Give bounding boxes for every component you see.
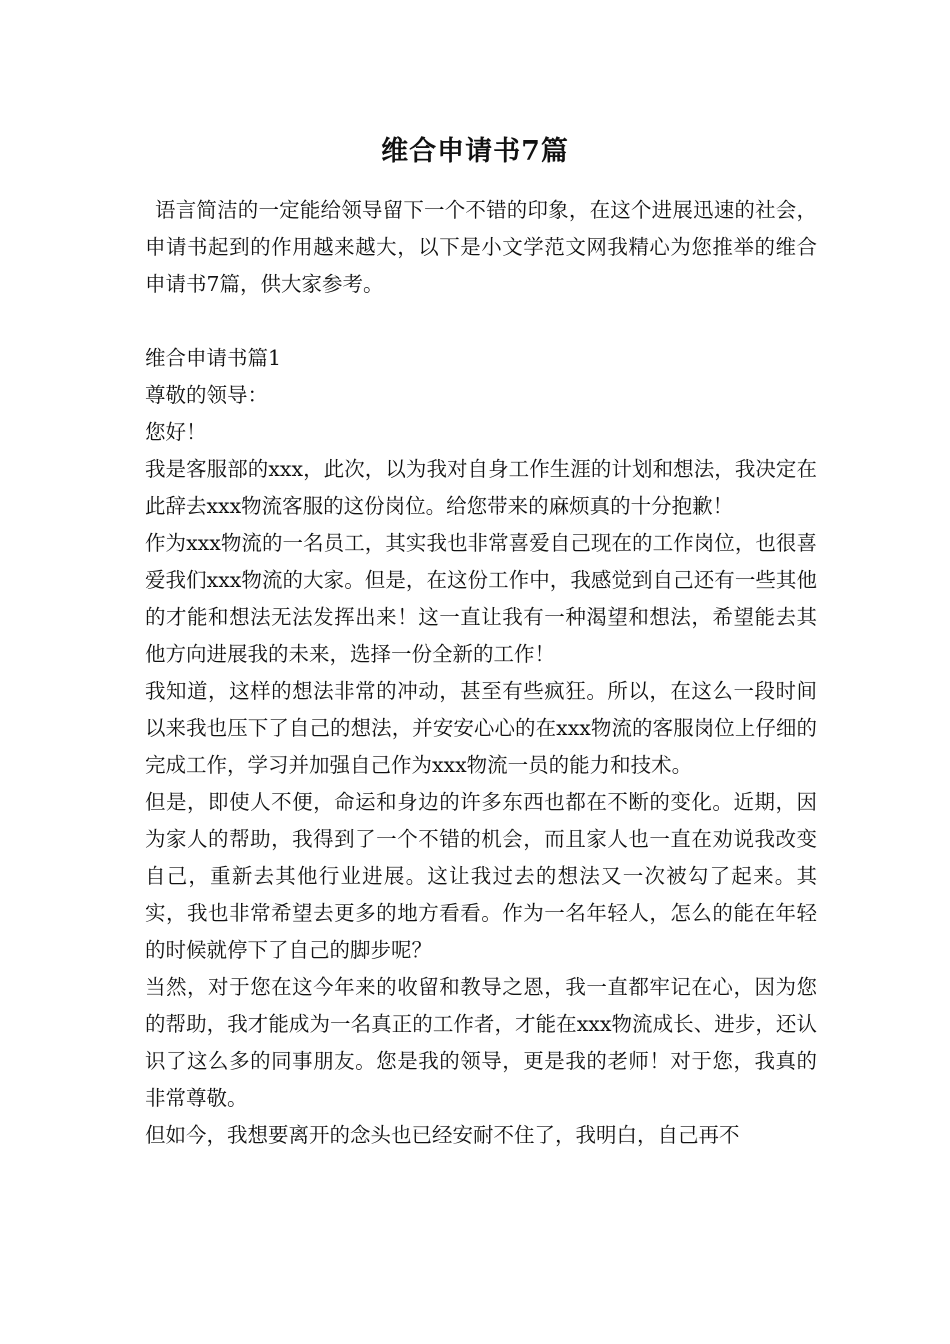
- body-paragraph: 我是客服部的xxx，此次，以为我对自身工作生涯的计划和想法，我决定在此辞去xxx物流客服的这份岗位。给您带来的麻烦真的十分抱歉！: [145, 457, 817, 518]
- body-paragraph: 但如今，我想要离开的念头也已经安耐不住了，我明白，自己再不: [145, 1123, 740, 1147]
- greeting: 您好！: [145, 420, 207, 444]
- body-paragraph: 我知道，这样的想法非常的冲动，甚至有些疯狂。所以，在这么一段时间以来我也压下了自己的想法，并安安心心的在xxx物流的客服岗位上仔细的完成工作，学习并加强自己作为xxx物流一员的能力和技术。: [145, 679, 817, 777]
- body-paragraph: 作为xxx物流的一名员工，其实我也非常喜爱自己现在的工作岗位，也很喜爱我们xxx物流的大家。但是，在这份工作中，我感觉到自己还有一些其他的才能和想法无法发挥出来！这一直让我有一种渴望和想法，希望能去其他方向进展我的未来，选择一份全新的工作！: [145, 531, 817, 666]
- document-title: 维合申请书7篇: [381, 136, 569, 167]
- intro-paragraph: 语言简洁的一定能给领导留下一个不错的印象，在这个进展迅速的社会，申请书起到的作用越来越大，以下是小文学范文网我精心为您推举的维合申请书7篇，供大家参考。: [145, 198, 817, 296]
- paragraph-gap: [145, 303, 817, 340]
- body-paragraph: 当然，对于您在这今年来的收留和教导之恩，我一直都牢记在心，因为您的帮助，我才能成为一名真正的工作者，才能在xxx物流成长、进步，还认识了这么多的同事朋友。您是我的领导，更是我的老师！对于您，我真的非常尊敬。: [145, 975, 817, 1110]
- section-heading: 维合申请书篇1: [145, 346, 282, 370]
- salutation: 尊敬的领导：: [145, 383, 268, 407]
- body-paragraph: 但是，即使人不便，命运和身边的许多东西也都在不断的变化。近期，因为家人的帮助，我得到了一个不错的机会，而且家人也一直在劝说我改变自己，重新去其他行业进展。这让我过去的想法又一次被勾了起来。其实，我也非常希望去更多的地方看看。作为一名年轻人，怎么的能在年轻的时候就停下了自己的脚步呢？: [145, 790, 817, 962]
- document-body: [145, 192, 817, 1154]
